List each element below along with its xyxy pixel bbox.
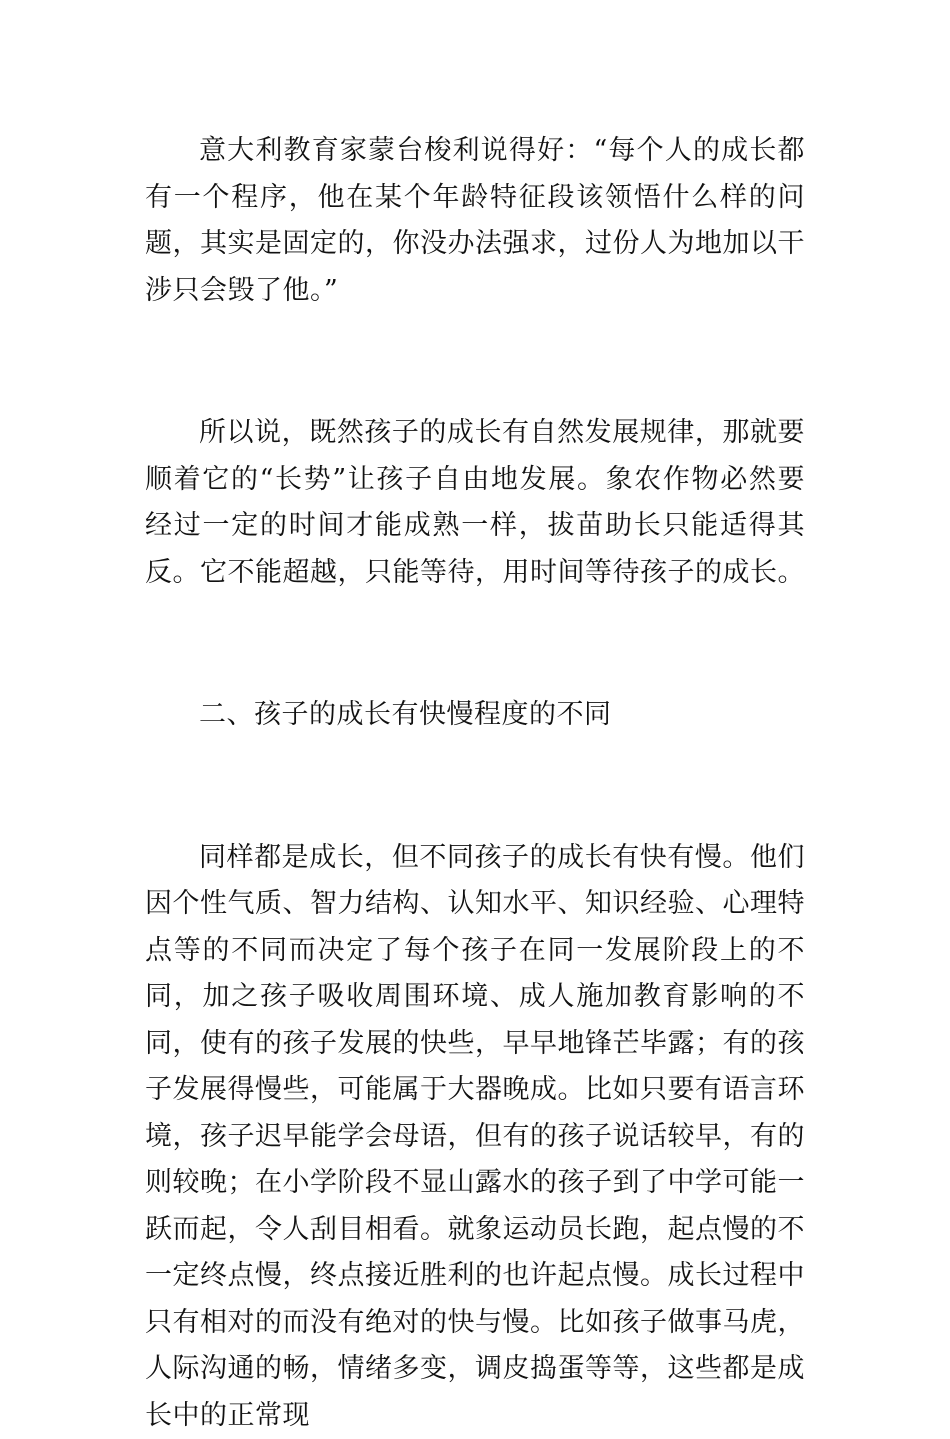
paragraph-spacer [145,314,805,410]
paragraph-growth-speed-body: 同样都是成长，但不同孩子的成长有快有慢。他们因个性气质、智力结构、认知水平、知识经验、心理特点等的不同而决定了每个孩子在同一发展阶段上的不同，加之孩子吸收周围环境、成人施加教育影响的不同，使有的孩子发展的快些，早早地锋芒毕露；有的孩子发展得慢些，可能属于大器晚成。比如只要有语言环境，孩子迟早能学会母语，但有的孩子说话较早，有的则较晚；在小学阶段不显山露水的孩子到了中学可能一跃而起，令人刮目相看。就象运动员长跑，起点慢的不一定终点慢，终点接近胜利的也许起点慢。成长过程中只有相对的而没有绝对的快与慢。比如孩子做事马虎，人际沟通的畅，情绪多变，调皮捣蛋等等，这些都是成长中的正常现 [145,835,805,1439]
paragraph-spacer [145,596,805,692]
section-heading-growth-speed: 二、孩子的成长有快慢程度的不同 [145,692,805,739]
document-body [145,128,805,1439]
paragraph-spacer [145,739,805,835]
paragraph-montessori-quote: 意大利教育家蒙台梭利说得好：“每个人的成长都有一个程序，他在某个年龄特征段该领悟什么样的问题，其实是固定的，你没办法强求，过份人为地加以干涉只会毁了他。” [145,128,805,314]
paragraph-natural-growth: 所以说，既然孩子的成长有自然发展规律，那就要顺着它的“长势”让孩子自由地发展。象农作物必然要经过一定的时间才能成熟一样，拔苗助长只能适得其反。它不能超越，只能等待，用时间等待孩子的成长。 [145,410,805,596]
